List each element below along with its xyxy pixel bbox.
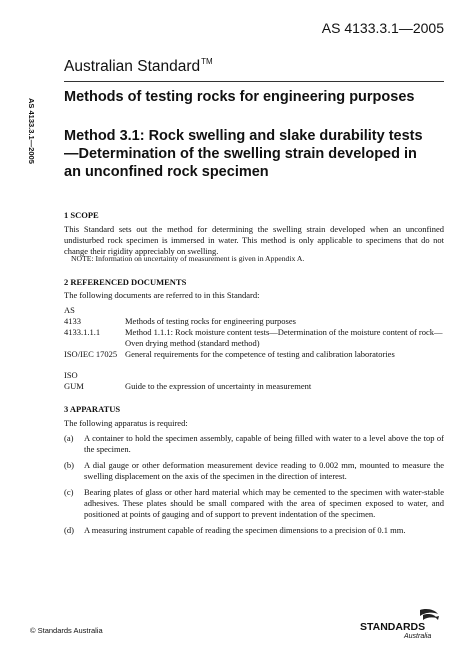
brand-name: Australian Standard (64, 58, 201, 75)
reference-code: ISO/IEC 17025 (64, 349, 118, 359)
apparatus-item (64, 433, 444, 455)
scope-note: NOTE: Information on uncertainty of measurement is given in Appendix A. (71, 254, 305, 263)
reference-text: Methods of testing rocks for engineering purposes (125, 316, 296, 326)
copyright-notice: © Standards Australia (30, 626, 103, 635)
apparatus-item (64, 460, 444, 482)
reference-text (125, 305, 444, 316)
logo-subtitle: Australia (404, 633, 432, 640)
scope-heading: 1 SCOPE (64, 210, 99, 220)
apparatus-item (64, 487, 444, 520)
reference-item (64, 370, 444, 381)
apparatus-item (64, 525, 444, 536)
reference-item (64, 327, 444, 349)
reference-text: Guide to the expression of uncertainty in measurement (125, 381, 312, 391)
apparatus-heading: 3 APPARATUS (64, 404, 121, 414)
spine-label: AS 4133.3.1—2005 (27, 98, 36, 164)
reference-code: AS (64, 305, 75, 315)
main-title: Methods of testing rocks for engineering purposes (64, 89, 415, 105)
method-title: Method 3.1: Rock swelling and slake durability tests—Determination of the swelling strain developed in an unconfined rock specimen (64, 128, 423, 180)
item-label: (d) (64, 525, 74, 535)
reference-code: GUM (64, 381, 84, 391)
scope-text: This Standard sets out the method for determining the swelling strain developed when an unconfined undisturbed rock specimen is immersed in water. This method is only applicable to specimens that do not change their rigidity appreciably on swelling. (64, 224, 444, 256)
item-text: Bearing plates of glass or other hard material which may be cemented to the specimen with water-stable adhesives. These plates should be small compared with the area of specimen exposed to water, and positioned at points of gauging and of support to prevent indentation of the specimen. (84, 487, 444, 519)
reference-text: General requirements for the competence of testing and calibration laboratories (125, 349, 395, 359)
reference-item (64, 305, 444, 316)
reference-code: ISO (64, 370, 78, 380)
reference-text (125, 370, 444, 381)
logo-wordmark: STANDARDS (360, 621, 426, 633)
document-number: AS 4133.3.1—2005 (321, 20, 444, 36)
references-intro: The following documents are referred to in this Standard: (64, 290, 260, 300)
reference-item (64, 381, 444, 392)
item-label: (b) (64, 460, 74, 470)
item-label: (c) (64, 487, 74, 497)
reference-code: 4133.1.1.1 (64, 327, 101, 337)
references-heading: 2 REFERENCED DOCUMENTS (64, 277, 187, 287)
item-text: A measuring instrument capable of reading the specimen dimensions to a precision of 0.1 mm. (84, 525, 406, 535)
reference-code: 4133 (64, 316, 81, 326)
reference-text: Method 1.1.1: Rock moisture content tests—Determination of the moisture content of rock—Oven drying method (standard method) (125, 327, 443, 348)
trademark-mark: TM (201, 57, 213, 66)
brand-title (64, 57, 213, 76)
references-list (64, 305, 444, 392)
apparatus-list (64, 433, 444, 541)
reference-item (64, 316, 444, 327)
reference-item (64, 349, 444, 360)
apparatus-intro: The following apparatus is required: (64, 418, 188, 428)
logo-swoosh-icon (420, 609, 439, 620)
item-text: A dial gauge or other deformation measurement device reading to 0.002 mm, mounted to measure the swelling displacement on the axis of the specimen in the direction of interest. (84, 460, 444, 481)
item-text: A container to hold the specimen assembly, capable of being filled with water to a level above the top of the specimen. (84, 433, 444, 454)
item-label: (a) (64, 433, 74, 443)
standards-australia-logo (360, 608, 446, 640)
header-rule (64, 81, 444, 82)
